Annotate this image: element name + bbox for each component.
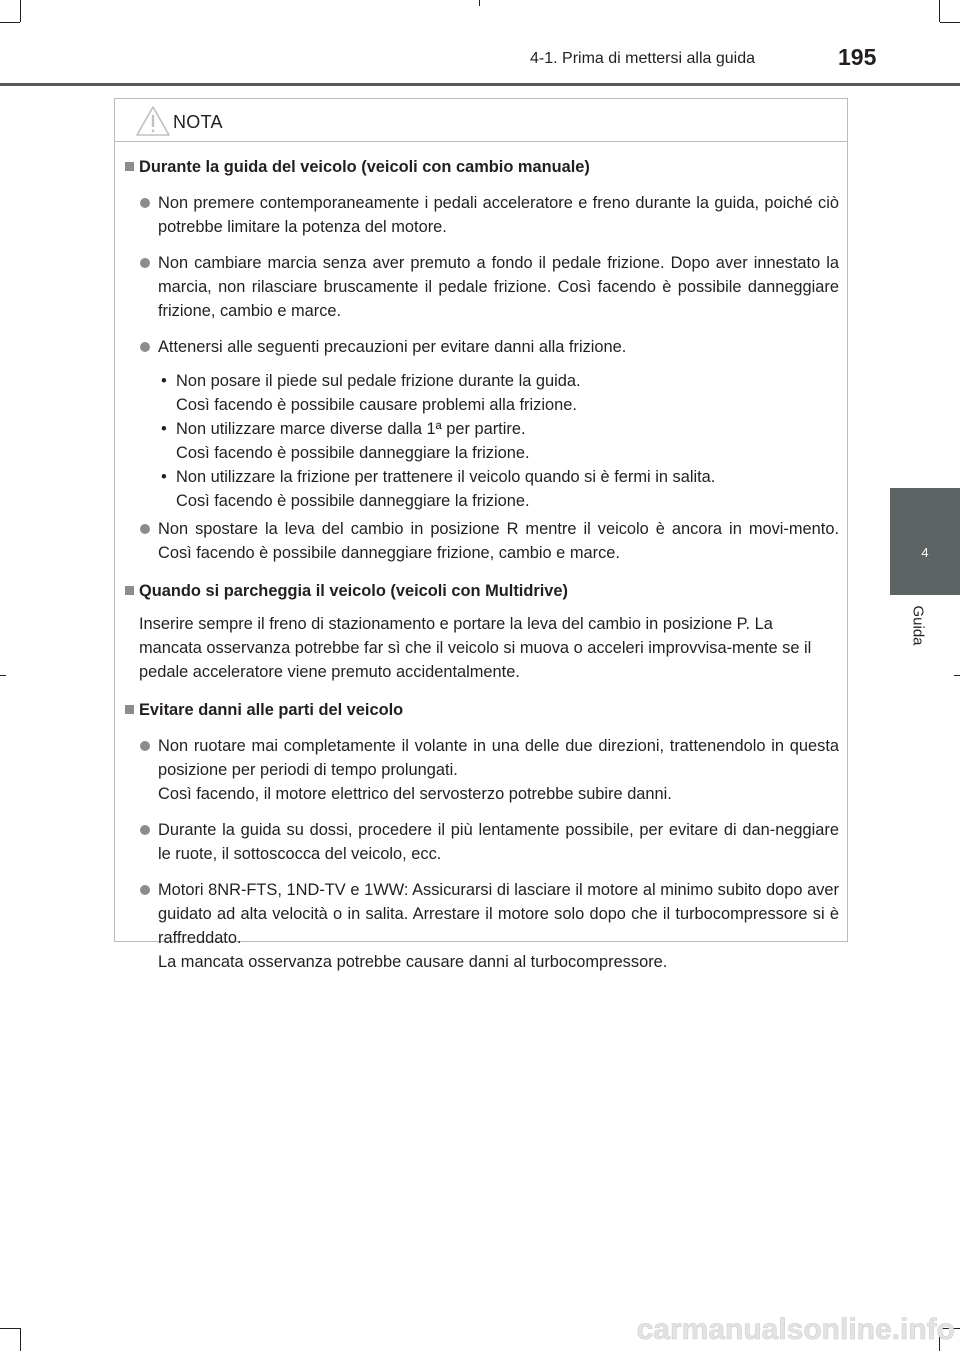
- round-bullet-icon: [140, 885, 150, 895]
- bullet-item: Attenersi alle seguenti precauzioni per evitare danni alla frizione.: [125, 335, 839, 359]
- section-heading: Quando si parcheggia il veicolo (veicoli con Multidrive): [125, 579, 839, 603]
- square-bullet-icon: [125, 586, 134, 595]
- chapter-tab: [890, 488, 960, 595]
- round-bullet-icon: [140, 342, 150, 352]
- chapter-label-wrap: [898, 603, 927, 655]
- bullet-item: Non premere contemporaneamente i pedali acceleratore e freno durante la guida, poiché ciò potrebbe limitare la potenza del motore.: [125, 191, 839, 239]
- crop-mark: [939, 0, 940, 22]
- section-title: 4-1. Prima di mettersi alla guida: [530, 50, 755, 67]
- crop-mark: [0, 675, 6, 676]
- watermark-logo: [560, 1305, 960, 1351]
- round-bullet-icon: [140, 825, 150, 835]
- square-bullet-icon: [125, 705, 134, 714]
- header-rule: [0, 83, 960, 86]
- page-number: 195: [838, 44, 877, 70]
- bullet-item: Motori 8NR-FTS, 1ND-TV e 1WW: Assicurarsi di lasciare il motore al minimo subito dopo aver guidato ad alta velocità o in salita. Arrestare il motore solo dopo che il turbocompressore si è raffreddato. La mancata osservanza potrebbe causare danni al turbocompressore.: [125, 878, 839, 974]
- round-bullet-icon: [140, 741, 150, 751]
- crop-mark: [954, 675, 960, 676]
- svg-text:carmanualsonline.info: carmanualsonline.info: [636, 1313, 955, 1346]
- notice-header: [115, 99, 847, 142]
- crop-mark: [0, 1328, 20, 1329]
- chapter-number: 4: [921, 545, 929, 560]
- bullet-item: Non ruotare mai completamente il volante in una delle due direzioni, trattenendolo in questa posizione per periodi di tempo prolungati. Così facendo, il motore elettrico del servosterzo potrebbe subire danni.: [125, 734, 839, 806]
- crop-mark: [0, 22, 20, 23]
- section-heading: Durante la guida del veicolo (veicoli con cambio manuale): [125, 155, 839, 179]
- crop-mark: [20, 0, 21, 22]
- notice-box: [114, 98, 848, 971]
- sub-list: [125, 369, 839, 513]
- notice-title: NOTA: [173, 112, 223, 132]
- crop-mark: [940, 22, 960, 23]
- round-bullet-icon: [140, 258, 150, 268]
- crop-mark: [20, 1328, 21, 1351]
- sub-item: • Non posare il piede sul pedale frizione durante la guida. Così facendo è possibile causare problemi alla frizione.: [161, 372, 581, 414]
- sub-item: • Non utilizzare la frizione per trattenere il veicolo quando si è fermi in salita. Così facendo è possibile danneggiare la frizione.: [161, 468, 716, 510]
- round-bullet-icon: [140, 524, 150, 534]
- warning-triangle-icon: [135, 105, 171, 137]
- square-bullet-icon: [125, 162, 134, 171]
- round-bullet-icon: [140, 198, 150, 208]
- chapter-label: Guida: [909, 605, 927, 646]
- section-paragraph: Inserire sempre il freno di stazionamento e portare la leva del cambio in posizione P. La mancata osservanza potrebbe far sì che il veicolo si muova o acceleri improvvisa-mente se il pedale acceleratore viene premuto accidentalmente.: [139, 615, 812, 681]
- section-heading: Evitare danni alle parti del veicolo: [125, 698, 839, 722]
- sub-item: • Non utilizzare marce diverse dalla 1ª per partire. Così facendo è possibile danneggiare la frizione.: [161, 420, 530, 462]
- notice-body: [115, 142, 847, 974]
- bullet-item: Non spostare la leva del cambio in posizione R mentre il veicolo è ancora in movi-mento. Così facendo è possibile danneggiare frizione, cambio e marce.: [125, 517, 839, 565]
- bullet-item: Non cambiare marcia senza aver premuto a fondo il pedale frizione. Dopo aver innestato la marcia, non rilasciare bruscamente il pedale frizione. Così facendo è possibile danneggiare frizione, cambio e marce.: [125, 251, 839, 323]
- bullet-item: Durante la guida su dossi, procedere il più lentamente possibile, per evitare di dan-neggiare le ruote, il sottoscocca del veicolo, ecc.: [125, 818, 839, 866]
- crop-mark: [479, 0, 480, 6]
